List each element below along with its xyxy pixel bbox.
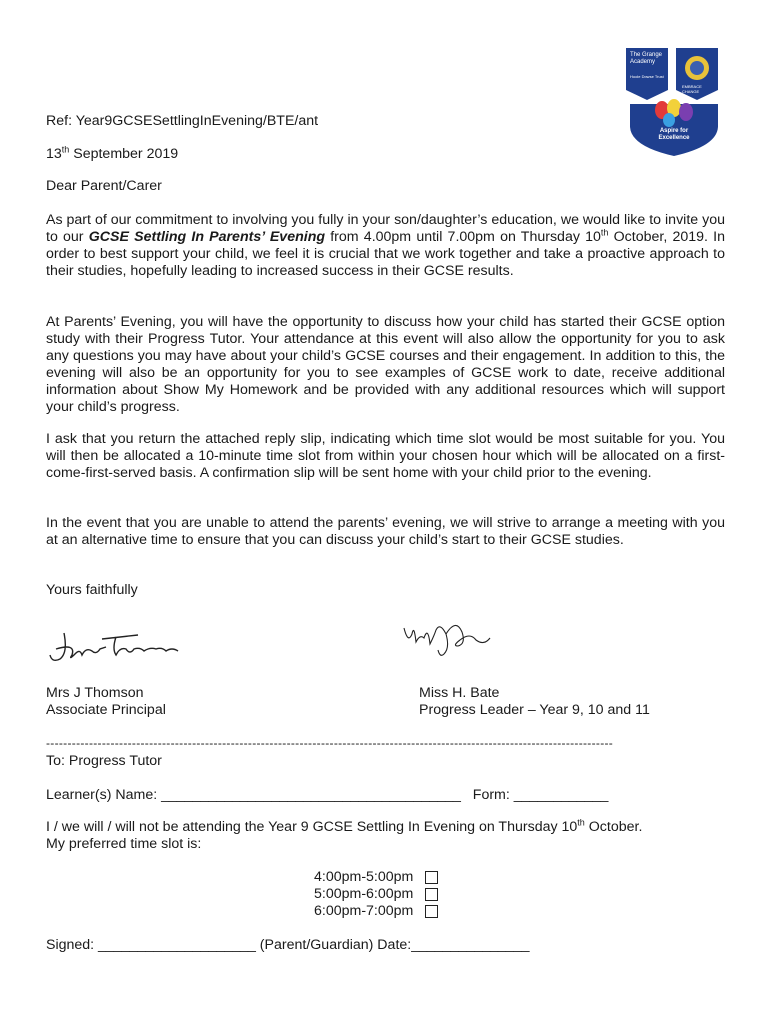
signature-thomson <box>46 625 181 670</box>
signature-date-line[interactable]: Signed: ____________________ (Parent/Guardian) Date:_______________ <box>46 937 530 953</box>
paragraph-1: As part of our commitment to involving you fully in your son/daughter’s education, we would like to invite you to our GCSE Settling In Parents’ Evening from 4.00pm until 7.00pm on Thursday 10th October, 2019. In order to best support your child, we feel it is crucial that we work together and take a proactive approach to their studies, hopefully leading to increased success in their GCSE results. <box>46 212 725 279</box>
signatory-left <box>46 685 166 719</box>
time-slot-options <box>314 869 438 920</box>
signature-thomson-graphic <box>46 625 181 670</box>
attendance-statement: I / we will / will not be attending the Year 9 GCSE Settling In Evening on Thursday 10th October. My preferred time slot is: <box>46 817 643 852</box>
slot-checkbox[interactable] <box>425 905 438 918</box>
signatory-left-name: Mrs J Thomson <box>46 685 144 701</box>
slot-checkbox[interactable] <box>425 871 438 884</box>
signatory-right-name: Miss H. Bate <box>419 685 500 701</box>
crest-right-subtext: EMBRACE CHANGE <box>682 84 702 94</box>
signature-bate <box>400 614 492 666</box>
signatory-right-title: Progress Leader – Year 9, 10 and 11 <box>419 702 650 718</box>
paragraph-3: I ask that you return the attached reply slip, indicating which time slot would be most suitable for you. You will then be allocated a 10-minute time slot from within your chosen hour which will be allocated on a first-come-first-served basis. A confirmation slip will be sent home with your child prior to the evening. <box>46 431 725 481</box>
svg-text:Jane Thomson: Jane Thomson <box>46 669 53 670</box>
time-slot-option[interactable]: 6:00pm-7:00pm <box>314 903 438 920</box>
greeting: Dear Parent/Carer <box>46 178 162 194</box>
time-slot-option[interactable]: 4:00pm-5:00pm <box>314 869 438 886</box>
paragraph-4: In the event that you are unable to attend the parents’ evening, we will strive to arrange a meeting with you at an alternative time to ensure that you can discuss your child’s start to their GCSE studies. <box>46 515 725 548</box>
signatory-right <box>419 685 650 719</box>
shield-motto: Aspire for Excellence <box>658 128 690 141</box>
preferred-slot-label: My preferred time slot is: <box>46 836 202 852</box>
slot-checkbox[interactable] <box>425 888 438 901</box>
crest-left-subtext: Hoole Dowse Trust <box>630 74 664 79</box>
letter-date: 13th September 2019 <box>46 144 179 162</box>
paragraph-2: At Parents’ Evening, you will have the opportunity to discuss how your child has started their GCSE option study with their Progress Tutor. Your attendance at this event will also allow the opportunity for you to ask any questions you may have about your child’s GCSE courses and their engagement. In addition to this, the evening will also be an opportunity for you to see examples of GCSE work to date, receive additional information about Show My Homework and be provided with any additional resources which will support your child’s progress. <box>46 314 725 415</box>
closing: Yours faithfully <box>46 582 138 598</box>
learner-name-field[interactable]: Learner(s) Name: ______________________________________ Form: ____________ <box>46 787 609 803</box>
slip-to: To: Progress Tutor <box>46 753 162 769</box>
school-logos <box>624 46 724 158</box>
signatory-left-title: Associate Principal <box>46 702 166 718</box>
cut-line: ------------------------------------------------------------------------------------------------------------------------------------ <box>46 736 614 750</box>
time-slot-option[interactable]: 5:00pm-6:00pm <box>314 886 438 903</box>
crest-left-text: The Grange Academy <box>630 52 663 65</box>
reference: Ref: Year9GCSESettlingInEvening/BTE/ant <box>46 113 319 129</box>
signature-bate-graphic <box>400 614 492 666</box>
